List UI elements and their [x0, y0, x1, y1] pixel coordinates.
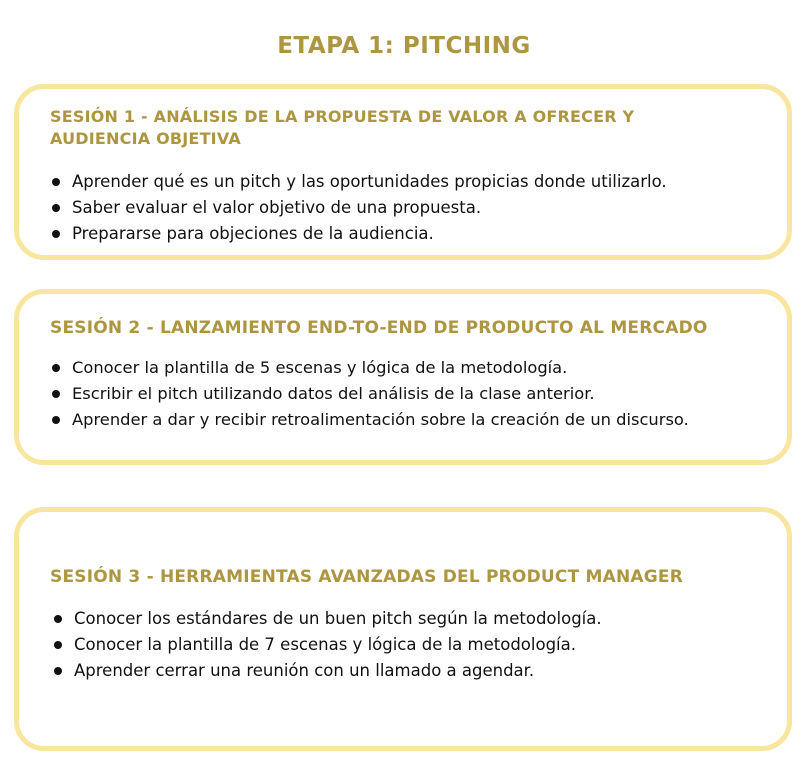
bullet-dot-icon	[54, 615, 62, 623]
session-1-title: SESIÓN 1 - ANÁLISIS DE LA PROPUESTA DE VALOR A OFRECER Y AUDIENCIA OBJETIVA	[50, 107, 635, 148]
list-item-text: Aprender a dar y recibir retroalimentación sobre la creación de un discurso.	[72, 410, 689, 429]
list-item	[50, 381, 689, 407]
list-item	[52, 606, 602, 632]
list-item	[50, 355, 689, 381]
list-item	[52, 658, 602, 684]
list-item	[50, 221, 667, 247]
list-item-text: Conocer la plantilla de 5 escenas y lógica de la metodología.	[72, 358, 568, 377]
bullet-dot-icon	[52, 178, 60, 186]
list-item-text: Aprender qué es un pitch y las oportunidades propicias donde utilizarlo.	[72, 172, 667, 191]
session-1-list	[50, 169, 667, 247]
bullet-dot-icon	[54, 641, 62, 649]
session-2-list	[50, 355, 689, 433]
session-3-list	[52, 606, 602, 684]
session-card-1	[14, 84, 792, 260]
session-2-title: SESIÓN 2 - LANZAMIENTO END-TO-END DE PRODUCTO AL MERCADO	[50, 318, 708, 338]
bullet-dot-icon	[52, 230, 60, 238]
list-item-text: Prepararse para objeciones de la audiencia.	[72, 224, 434, 243]
list-item	[52, 632, 602, 658]
session-card-2	[14, 289, 792, 465]
list-item-text: Saber evaluar el valor objetivo de una propuesta.	[72, 198, 482, 217]
list-item	[50, 195, 667, 221]
list-item	[50, 407, 689, 433]
list-item-text: Conocer la plantilla de 7 escenas y lógica de la metodología.	[74, 635, 576, 654]
list-item-text: Conocer los estándares de un buen pitch según la metodología.	[74, 609, 602, 628]
bullet-dot-icon	[52, 390, 60, 398]
session-card-3	[14, 507, 792, 751]
bullet-dot-icon	[52, 204, 60, 212]
bullet-dot-icon	[52, 416, 60, 424]
bullet-dot-icon	[52, 364, 60, 372]
bullet-dot-icon	[54, 667, 62, 675]
list-item-text: Escribir el pitch utilizando datos del análisis de la clase anterior.	[72, 384, 595, 403]
list-item	[50, 169, 667, 195]
page-title: ETAPA 1: PITCHING	[277, 33, 531, 60]
session-3-title: SESIÓN 3 - HERRAMIENTAS AVANZADAS DEL PRODUCT MANAGER	[50, 567, 684, 587]
list-item-text: Aprender cerrar una reunión con un llamado a agendar.	[74, 661, 535, 680]
